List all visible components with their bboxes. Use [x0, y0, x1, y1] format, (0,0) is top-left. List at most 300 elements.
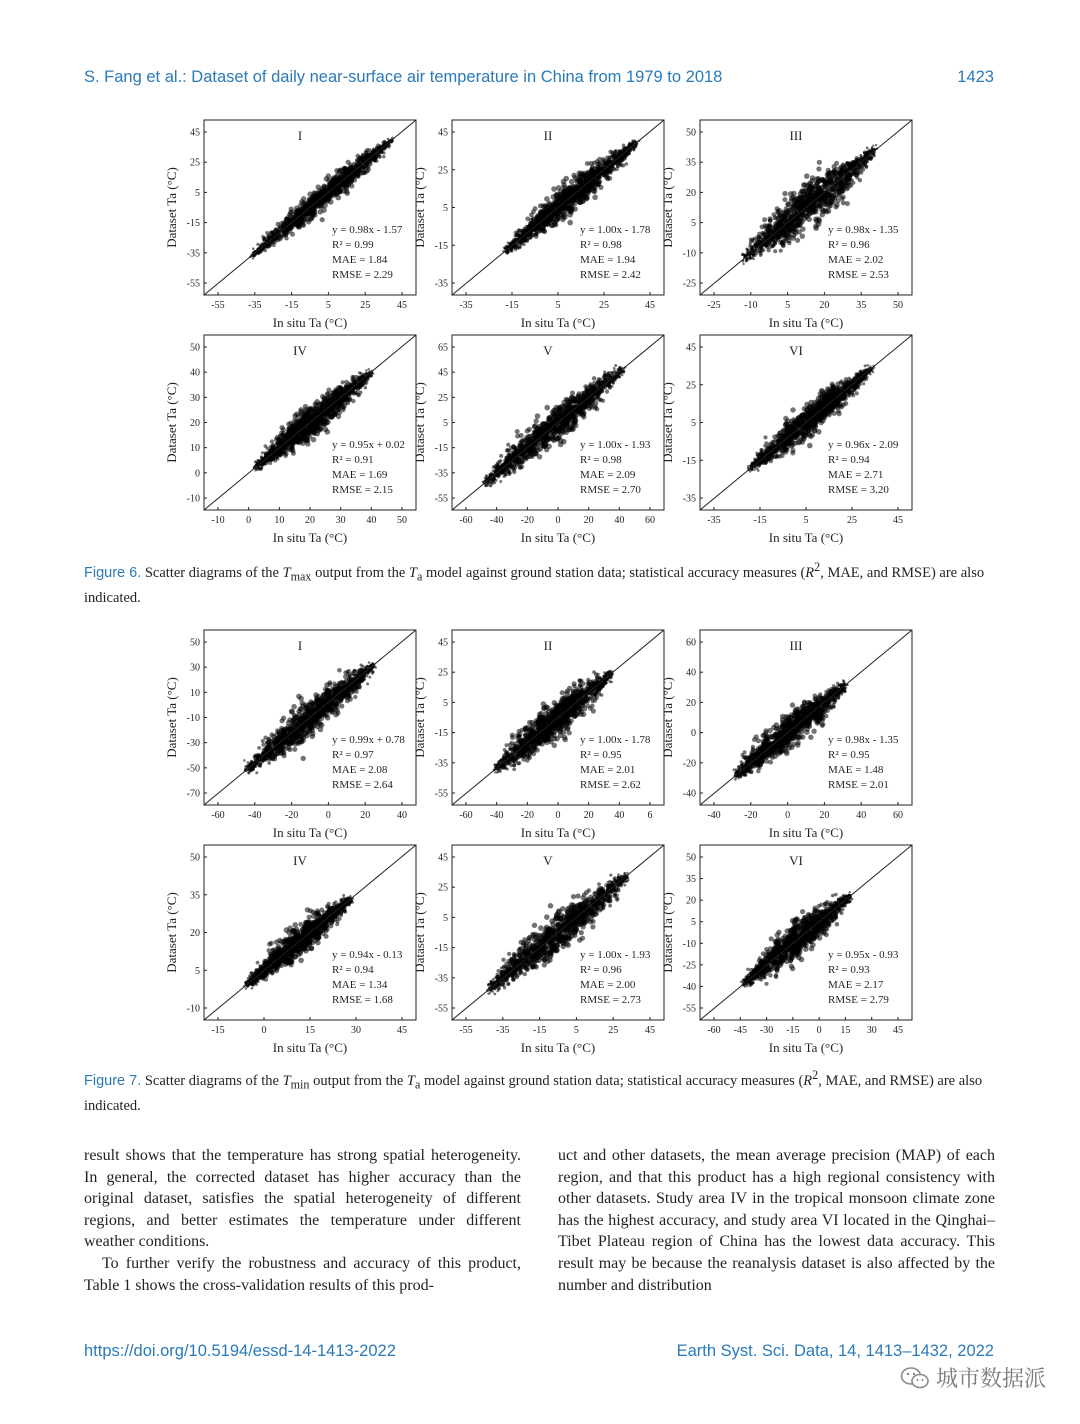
scatter-point — [331, 408, 336, 413]
scatter-point — [762, 217, 767, 222]
y-tick-label: 30 — [190, 392, 200, 404]
scatter-point — [612, 167, 616, 171]
scatter-point — [357, 393, 361, 397]
y-tick-label: 5 — [195, 187, 200, 199]
panel-id: I — [297, 128, 303, 143]
stat-annotation: MAE = 1.84 — [332, 254, 388, 266]
scatter-point — [508, 242, 511, 245]
scatter-point — [538, 203, 543, 208]
y-tick-label: 35 — [686, 157, 696, 169]
scatter-point — [322, 421, 328, 427]
scatter-point — [525, 227, 529, 231]
scatter-point — [743, 254, 746, 257]
scatter-point — [746, 258, 749, 261]
scatter-panel-III — [660, 120, 912, 330]
figure-6-scatter-grid — [160, 115, 920, 545]
scatter-point — [573, 186, 578, 191]
y-tick-label: 25 — [190, 157, 200, 169]
scatter-point — [289, 447, 294, 452]
scatter-point — [333, 390, 338, 395]
stat-annotation: y = 0.95x + 0.02 — [332, 439, 405, 451]
scatter-point — [813, 183, 819, 189]
scatter-point — [365, 169, 369, 173]
scatter-point — [560, 217, 565, 222]
scatter-point — [824, 198, 830, 204]
scatter-point — [768, 230, 773, 235]
scatter-point — [588, 169, 593, 174]
stat-annotation: MAE = 1.94 — [580, 254, 636, 266]
scatter-point — [836, 187, 841, 192]
y-tick-label: 5 — [691, 218, 696, 230]
scatter-point — [844, 186, 849, 191]
scatter-point — [807, 184, 813, 190]
scatter-point — [569, 201, 575, 207]
scatter-point — [518, 243, 521, 246]
scatter-point — [816, 189, 822, 195]
scatter-point — [825, 180, 830, 185]
scatter-point — [298, 434, 303, 439]
scatter-point — [271, 448, 275, 452]
x-tick-label: 20 — [819, 300, 830, 311]
y-tick-label: -55 — [186, 278, 200, 290]
x-tick-label: 45 — [397, 300, 407, 311]
scatter-point — [323, 412, 328, 417]
scatter-point — [806, 211, 812, 217]
y-tick-label: 40 — [190, 367, 200, 379]
scatter-point — [816, 166, 821, 171]
scatter-point — [534, 235, 538, 239]
scatter-point — [373, 157, 377, 161]
scatter-point — [325, 429, 331, 435]
scatter-point — [845, 181, 850, 186]
scatter-point — [844, 168, 848, 172]
scatter-point — [816, 217, 822, 223]
scatter-point — [755, 238, 759, 242]
scatter-point — [260, 468, 263, 471]
scatter-point — [875, 144, 877, 146]
scatter-point — [350, 174, 355, 179]
scatter-point — [314, 424, 320, 430]
stat-annotation: MAE = 2.02 — [828, 254, 884, 266]
scatter-point — [556, 185, 562, 191]
scatter-point — [820, 177, 825, 182]
scatter-point — [550, 223, 555, 228]
scatter-point — [592, 376, 597, 381]
x-axis-label: In situ Ta (°C) — [272, 315, 348, 330]
scatter-point — [305, 217, 310, 222]
y-tick-label: -25 — [682, 278, 696, 290]
scatter-point — [801, 192, 807, 198]
scatter-point — [358, 371, 361, 374]
y-axis-label: Dataset Ta (°C) — [660, 167, 675, 248]
x-axis-label: In situ Ta (°C) — [768, 315, 844, 330]
x-tick-label: -35 — [459, 300, 473, 311]
scatter-point — [623, 157, 626, 160]
scatter-point — [355, 162, 359, 166]
scatter-point — [521, 228, 525, 232]
scatter-point — [344, 397, 349, 402]
scatter-point — [613, 367, 616, 370]
scatter-point — [283, 220, 288, 225]
x-axis-label: In situ Ta (°C) — [272, 530, 348, 545]
scatter-point — [361, 165, 365, 169]
scatter-point — [603, 159, 608, 164]
scatter-point — [522, 238, 526, 242]
scatter-point — [757, 235, 761, 239]
scatter-point — [772, 212, 777, 217]
scatter-point — [351, 399, 355, 403]
scatter-point — [504, 247, 506, 249]
scatter-point — [535, 413, 541, 419]
scatter-point — [759, 254, 762, 257]
scatter-point — [308, 209, 313, 214]
scatter-panel-II — [412, 120, 664, 330]
scatter-point — [298, 407, 304, 413]
scatter-point — [293, 424, 298, 429]
scatter-point — [782, 197, 787, 202]
y-tick-label: -10 — [682, 248, 696, 260]
scatter-point — [577, 200, 583, 206]
y-axis-label: Dataset Ta (°C) — [164, 167, 179, 248]
scatter-point — [578, 190, 584, 196]
scatter-point — [284, 233, 289, 238]
scatter-point — [317, 209, 323, 215]
scatter-point — [517, 228, 521, 232]
x-tick-label: -55 — [211, 300, 225, 311]
x-tick-label: -10 — [211, 515, 225, 526]
scatter-point — [567, 220, 573, 226]
panel-id: IV — [293, 343, 307, 358]
scatter-point — [341, 380, 345, 384]
scatter-point — [860, 171, 864, 175]
scatter-point — [311, 437, 317, 443]
scatter-point — [306, 409, 312, 415]
y-tick-label: -35 — [186, 248, 200, 260]
scatter-point — [816, 203, 821, 208]
scatter-point — [274, 228, 278, 232]
scatter-point — [346, 401, 350, 405]
scatter-point — [787, 235, 792, 240]
scatter-point — [848, 173, 853, 178]
scatter-point — [566, 205, 572, 211]
scatter-point — [608, 150, 612, 154]
scatter-point — [529, 235, 533, 239]
scatter-point — [760, 231, 764, 235]
scatter-point — [551, 186, 557, 192]
scatter-point — [632, 139, 634, 141]
scatter-point — [529, 213, 534, 218]
scatter-point — [356, 154, 360, 158]
scatter-point — [577, 170, 582, 175]
scatter-point — [360, 157, 364, 161]
stat-annotation: y = 0.98x - 1.35 — [828, 224, 899, 236]
scatter-point — [584, 195, 590, 201]
scatter-point — [338, 168, 343, 173]
x-tick-label: -10 — [744, 300, 758, 311]
scatter-point — [382, 155, 385, 158]
scatter-point — [265, 462, 268, 465]
scatter-point — [820, 208, 826, 214]
scatter-point — [830, 195, 835, 200]
x-tick-label: -25 — [707, 300, 721, 311]
y-tick-label: -15 — [434, 240, 448, 252]
scatter-point — [256, 243, 259, 246]
x-tick-label: 25 — [360, 300, 371, 311]
scatter-point — [620, 158, 624, 162]
scatter-point — [837, 170, 842, 175]
scatter-point — [348, 163, 353, 168]
scatter-point — [831, 173, 836, 178]
scatter-point — [855, 175, 859, 179]
scatter-point — [370, 374, 372, 376]
stat-annotation: y = 1.00x - 1.78 — [580, 224, 651, 236]
y-tick-label: 20 — [686, 187, 696, 199]
scatter-point — [589, 161, 594, 166]
stat-annotation: R² = 0.91 — [332, 454, 374, 466]
scatter-point — [305, 441, 310, 446]
scatter-point — [802, 216, 808, 222]
y-axis-label: Dataset Ta (°C) — [164, 382, 179, 463]
y-tick-label: 20 — [190, 418, 200, 429]
scatter-point — [742, 263, 744, 265]
scatter-point — [340, 404, 345, 409]
stat-annotation: R² = 0.99 — [332, 239, 374, 251]
x-tick-label: 30 — [335, 515, 346, 526]
stat-annotation: RMSE = 2.53 — [828, 269, 889, 281]
scatter-point — [313, 401, 318, 406]
x-tick-label: 50 — [397, 515, 407, 526]
x-tick-label: 20 — [305, 515, 315, 526]
scatter-point — [773, 249, 777, 253]
scatter-point — [873, 153, 875, 155]
scatter-point — [289, 442, 294, 447]
scatter-point — [749, 243, 752, 246]
scatter-point — [868, 157, 872, 161]
scatter-point — [278, 225, 282, 229]
y-tick-label: 0 — [195, 468, 200, 480]
scatter-point — [797, 229, 802, 234]
x-tick-label: 45 — [645, 300, 655, 311]
scatter-point — [329, 414, 334, 419]
stat-annotation: RMSE = 2.42 — [580, 269, 641, 281]
scatter-point — [817, 160, 822, 165]
y-tick-label: 50 — [190, 342, 200, 354]
scatter-point — [372, 148, 376, 152]
scatter-point — [364, 151, 368, 155]
scatter-point — [286, 431, 291, 436]
running-title: S. Fang et al.: Dataset of daily near-surface air temperature in China from 1979 to 2018 — [84, 68, 723, 86]
scatter-point — [619, 162, 623, 166]
scatter-point — [834, 161, 839, 166]
x-tick-label: 5 — [325, 300, 331, 311]
scatter-point — [499, 454, 503, 458]
scatter-point — [261, 451, 264, 454]
scatter-point — [746, 248, 749, 251]
scatter-point — [510, 249, 513, 252]
scatter-point — [760, 249, 764, 253]
scatter-point — [292, 413, 297, 418]
page-number: 1423 — [957, 68, 994, 86]
x-tick-label: 25 — [599, 300, 609, 311]
scatter-point — [368, 368, 370, 370]
x-tick-label: 10 — [274, 515, 285, 526]
scatter-point — [633, 147, 636, 150]
scatter-point — [302, 201, 307, 206]
scatter-point — [833, 205, 838, 210]
scatter-point — [768, 216, 773, 221]
scatter-point — [600, 166, 605, 171]
stat-annotation: y = 0.98x - 1.57 — [332, 224, 403, 236]
scatter-point — [862, 163, 865, 166]
scatter-point — [754, 242, 757, 245]
scatter-point — [259, 250, 262, 253]
scatter-point — [364, 386, 367, 389]
scatter-panel-I — [164, 120, 416, 330]
stat-annotation: MAE = 1.69 — [332, 469, 388, 481]
scatter-point — [300, 421, 306, 427]
scatter-point — [307, 191, 313, 197]
scatter-point — [780, 240, 784, 244]
scatter-point — [318, 401, 324, 407]
scatter-point — [326, 178, 331, 183]
scatter-point — [356, 173, 361, 178]
scatter-point — [365, 369, 368, 372]
scatter-point — [276, 238, 280, 242]
x-tick-label: -15 — [505, 300, 519, 311]
scatter-point — [605, 175, 610, 180]
scatter-point — [515, 245, 518, 248]
scatter-point — [269, 231, 273, 235]
scatter-point — [343, 170, 348, 175]
scatter-point — [285, 215, 290, 220]
panel-id: II — [543, 128, 553, 143]
scatter-point — [804, 173, 810, 179]
scatter-point — [767, 248, 771, 252]
x-tick-label: 40 — [366, 515, 377, 526]
scatter-panel-IV — [164, 335, 416, 545]
y-tick-label: -35 — [434, 278, 448, 290]
scatter-point — [777, 235, 782, 240]
scatter-point — [840, 196, 845, 201]
scatter-point — [626, 153, 629, 156]
y-tick-label: -10 — [186, 493, 200, 505]
scatter-point — [499, 459, 503, 463]
scatter-point — [541, 223, 546, 228]
scatter-point — [605, 390, 609, 394]
scatter-point — [280, 433, 285, 438]
scatter-point — [335, 189, 340, 194]
scatter-point — [845, 201, 850, 206]
x-axis-label: In situ Ta (°C) — [520, 315, 596, 330]
x-tick-label: 50 — [893, 300, 903, 311]
stat-annotation: RMSE = 2.15 — [332, 484, 393, 496]
scatter-point — [252, 257, 254, 259]
scatter-point — [337, 410, 342, 415]
y-tick-label: 25 — [438, 165, 448, 177]
scatter-point — [782, 191, 787, 196]
scatter-point — [810, 175, 816, 181]
scatter-point — [533, 206, 538, 211]
scatter-point — [277, 453, 281, 457]
scatter-point — [252, 247, 255, 250]
scatter-point — [787, 241, 791, 245]
x-tick-label: -15 — [284, 300, 299, 311]
scatter-point — [846, 162, 850, 166]
x-tick-label: 0 — [246, 515, 252, 526]
scatter-point — [788, 191, 794, 197]
y-tick-label: 50 — [686, 127, 696, 139]
scatter-point — [779, 249, 783, 253]
scatter-point — [635, 146, 637, 148]
scatter-point — [563, 176, 569, 182]
scatter-point — [320, 217, 325, 222]
scatter-point — [280, 425, 285, 430]
scatter-point — [528, 232, 532, 236]
scatter-point — [587, 187, 592, 192]
scatter-point — [264, 452, 267, 455]
scatter-point — [265, 231, 269, 235]
scatter-point — [813, 223, 819, 229]
scatter-point — [780, 229, 785, 234]
scatter-point — [383, 140, 386, 143]
panel-id: III — [789, 128, 803, 143]
scatter-point — [365, 381, 368, 384]
scatter-point — [625, 162, 629, 166]
y-axis-label: Dataset Ta (°C) — [412, 167, 427, 248]
scatter-point — [866, 147, 869, 150]
scatter-point — [592, 195, 598, 201]
scatter-point — [856, 159, 860, 163]
stat-annotation: R² = 0.96 — [828, 239, 870, 251]
stat-annotation: RMSE = 2.29 — [332, 269, 393, 281]
x-tick-label: 5 — [555, 300, 561, 311]
y-tick-label: -15 — [186, 218, 200, 230]
scatter-point — [268, 461, 272, 465]
scatter-point — [753, 253, 756, 256]
scatter-point — [622, 144, 626, 148]
x-tick-label: -35 — [248, 300, 262, 311]
scatter-point — [302, 433, 307, 438]
scatter-point — [529, 221, 533, 225]
scatter-point — [796, 200, 802, 206]
y-tick-label: 45 — [438, 127, 448, 139]
scatter-point — [787, 228, 792, 233]
scatter-point — [839, 165, 843, 169]
scatter-point — [290, 232, 295, 237]
scatter-point — [611, 154, 615, 158]
scatter-point — [777, 219, 782, 224]
scatter-point — [569, 179, 575, 185]
scatter-point — [347, 381, 351, 385]
scatter-point — [300, 216, 305, 221]
scatter-point — [796, 222, 801, 227]
x-tick-label: 5 — [785, 300, 791, 311]
y-tick-label: 45 — [190, 127, 200, 139]
y-tick-label: 5 — [443, 203, 448, 214]
scatter-point — [276, 457, 280, 461]
scatter-point — [859, 154, 862, 157]
scatter-point — [561, 190, 567, 196]
scatter-point — [582, 176, 587, 181]
scatter-point — [270, 439, 274, 443]
scatter-point — [533, 228, 537, 232]
y-tick-label: 10 — [190, 443, 200, 455]
scatter-point — [338, 385, 343, 390]
scatter-point — [316, 184, 322, 190]
x-tick-label: 35 — [856, 300, 867, 311]
scatter-point — [784, 206, 789, 211]
scatter-point — [782, 213, 787, 218]
